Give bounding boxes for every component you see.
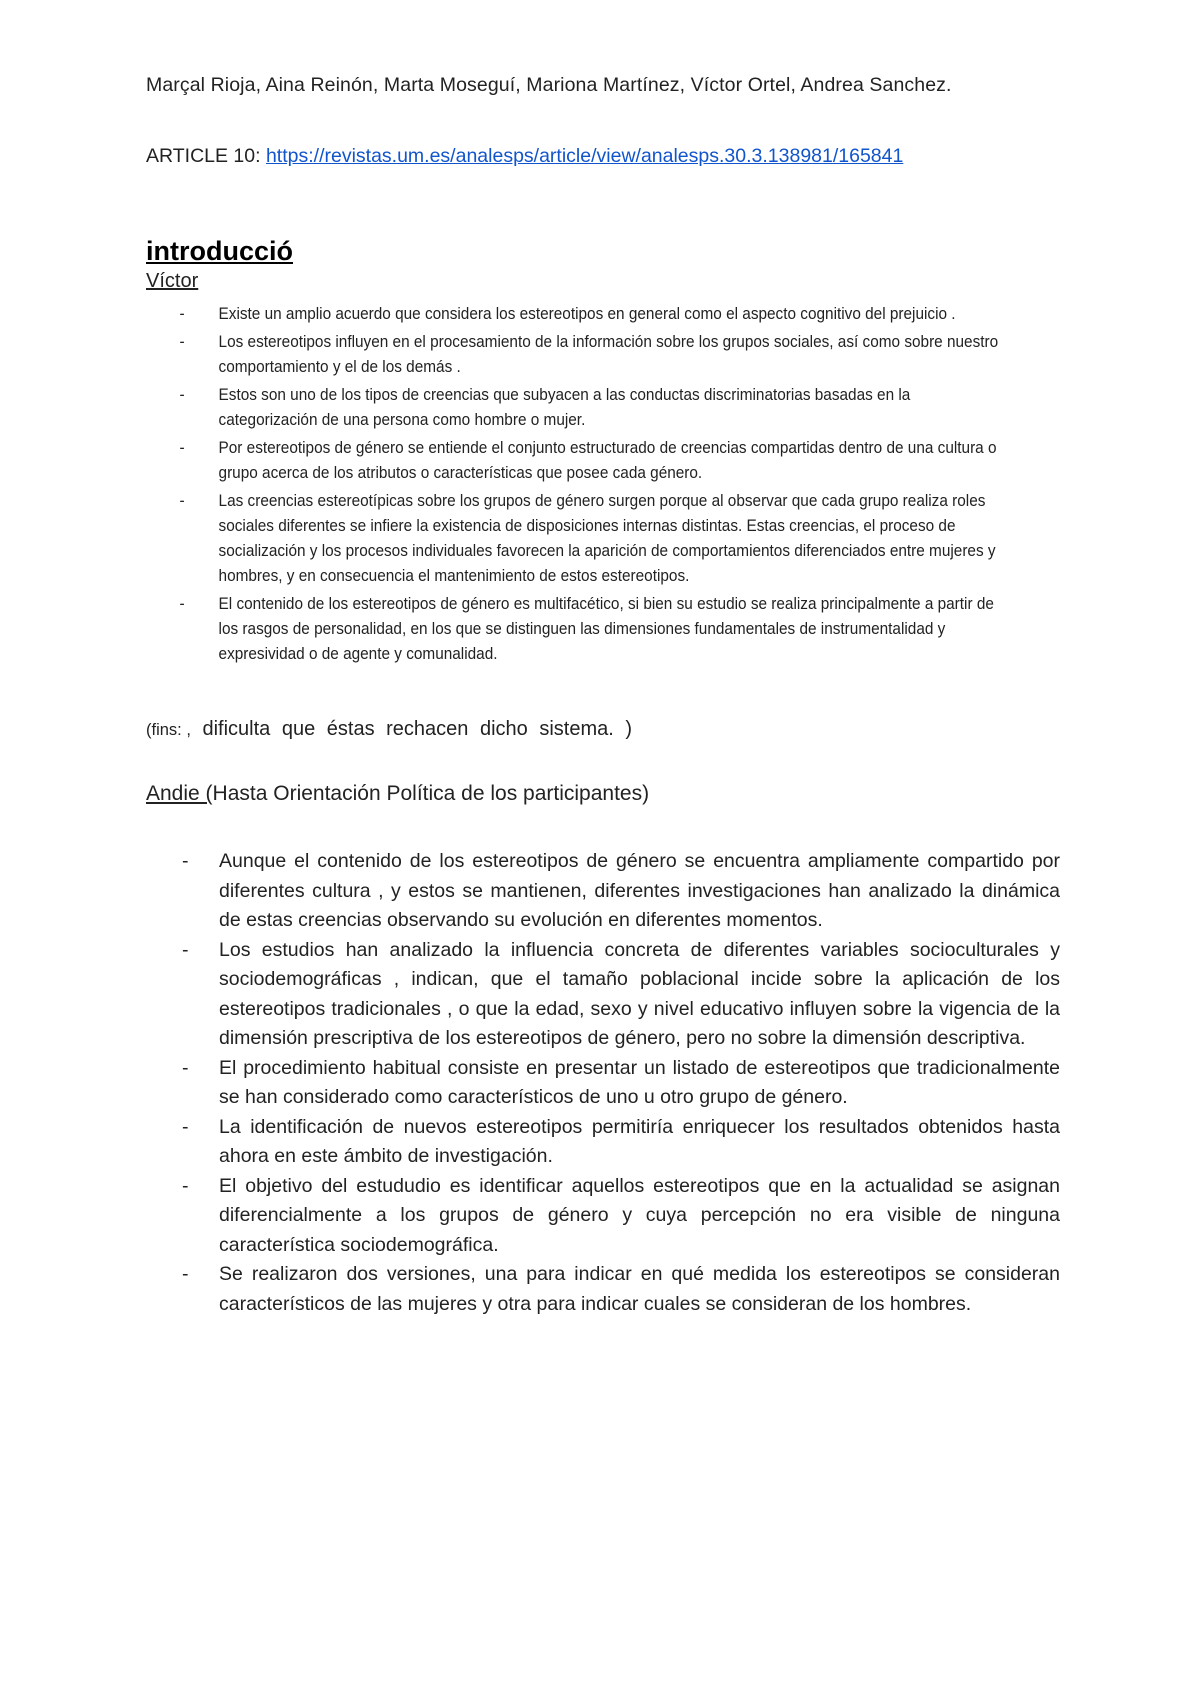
bullet-dash: - bbox=[179, 492, 185, 510]
bullet-dash: - bbox=[179, 595, 185, 613]
fins-note bbox=[146, 718, 632, 741]
list-item: - El contenido de los estereotipos de género es multifacético, si bien su estudio se realiza principalmente a partir de los rasgos de personalidad, en los que se distinguen las dimensiones fundamentales de instrumentalidad y expresividad o de agente y comunalidad. bbox=[146, 592, 1002, 667]
list-item: - Aunque el contenido de los estereotipos de género se encuentra ampliamente compartido por diferentes cultura , y estos se mantienen, diferentes investigaciones han analizado la dinámica de estas creencias observando su evolución en diferentes momentos. bbox=[146, 847, 1060, 936]
contributor-scope: Hasta Orientación Política de los participantes) bbox=[212, 782, 650, 805]
andie-bullet-list bbox=[146, 847, 1060, 1319]
list-item: - El objetivo del estududio es identificar aquellos estereotipos que en la actualidad se asignan diferencialmente a los grupos de género y cuya percepción no era visible de ninguna característica sociodemográfica. bbox=[146, 1172, 1060, 1261]
fins-text: dificulta que éstas rechacen dicho sistema. ) bbox=[190, 718, 633, 740]
list-item: - El procedimiento habitual consiste en presentar un listado de estereotipos que tradicionalmente se han considerado como característicos de uno u otro grupo de género. bbox=[146, 1054, 1060, 1113]
section-heading: introducció bbox=[146, 236, 293, 266]
bullet-dash: - bbox=[179, 439, 185, 457]
list-item: - La identificación de nuevos estereotipos permitiría enriquecer los resultados obtenidos hasta ahora en este ámbito de investigación. bbox=[146, 1113, 1060, 1172]
contributor-andie bbox=[146, 782, 649, 806]
list-item: - Se realizaron dos versiones, una para indicar en qué medida los estereotipos se consideran característicos de las mujeres y otra para indicar cuales se consideran de los hombres. bbox=[146, 1260, 1060, 1319]
bullet-dash: - bbox=[182, 1263, 189, 1285]
contributor-name-victor: Víctor bbox=[146, 270, 199, 292]
list-item: - Las creencias estereotípicas sobre los grupos de género surgen porque al observar que cada grupo realiza roles sociales diferentes se infiere la existencia de disposiciones internas distintas. Estas creencias, el proceso de socialización y los procesos individuales favorecen la aparición de comportamientos diferenciados entre mujeres y hombres, y en consecuencia el mantenimiento de estos estereotipos. bbox=[146, 489, 1002, 589]
bullet-dash: - bbox=[182, 850, 189, 872]
bullet-dash: - bbox=[179, 386, 185, 404]
article-label: ARTICLE 10: bbox=[146, 145, 266, 167]
list-item: - Los estudios han analizado la influencia concreta de diferentes variables socioculturales y sociodemográficas , indican, que el tamaño poblacional incide sobre la aplicación de los estereotipos tradicionales , o que la edad, sexo y nivel educativo influyen sobre la vigencia de la dimensión prescriptiva de los estereotipos de género, pero no sobre la dimensión descriptiva. bbox=[146, 936, 1060, 1054]
bullet-dash: - bbox=[182, 1056, 189, 1079]
bullet-dash: - bbox=[179, 333, 185, 351]
list-item: - Los estereotipos influyen en el procesamiento de la información sobre los grupos sociales, así como sobre nuestro comportamiento y el de los demás . bbox=[146, 330, 1002, 380]
bullet-dash: - bbox=[182, 1115, 189, 1138]
list-item: - Existe un amplio acuerdo que considera los estereotipos en general como el aspecto cognitivo del prejuicio . bbox=[146, 302, 1002, 327]
bullet-dash: - bbox=[182, 938, 189, 961]
bullet-dash: - bbox=[182, 1174, 189, 1197]
list-item: - Por estereotipos de género se entiende el conjunto estructurado de creencias compartidas dentro de una cultura o grupo acerca de los atributos o características que posee cada género. bbox=[146, 436, 1002, 486]
article-link[interactable]: https://revistas.um.es/analesps/article/view/analesps.30.3.138981/165841 bbox=[265, 145, 904, 167]
bullet-dash: - bbox=[179, 305, 185, 323]
victor-bullet-list bbox=[146, 302, 1002, 670]
authors-line: Marçal Rioja, Aina Reinón, Marta Moseguí, Mariona Martínez, Víctor Ortel, Andrea Sanchez. bbox=[146, 74, 952, 96]
fins-label: (fins: , bbox=[146, 721, 191, 739]
contributor-name-andie: Andie ( bbox=[146, 782, 213, 805]
article-reference bbox=[146, 145, 903, 168]
list-item: - Estos son uno de los tipos de creencias que subyacen a las conductas discriminatorias basadas en la categorización de una persona como hombre o mujer. bbox=[146, 383, 1002, 433]
